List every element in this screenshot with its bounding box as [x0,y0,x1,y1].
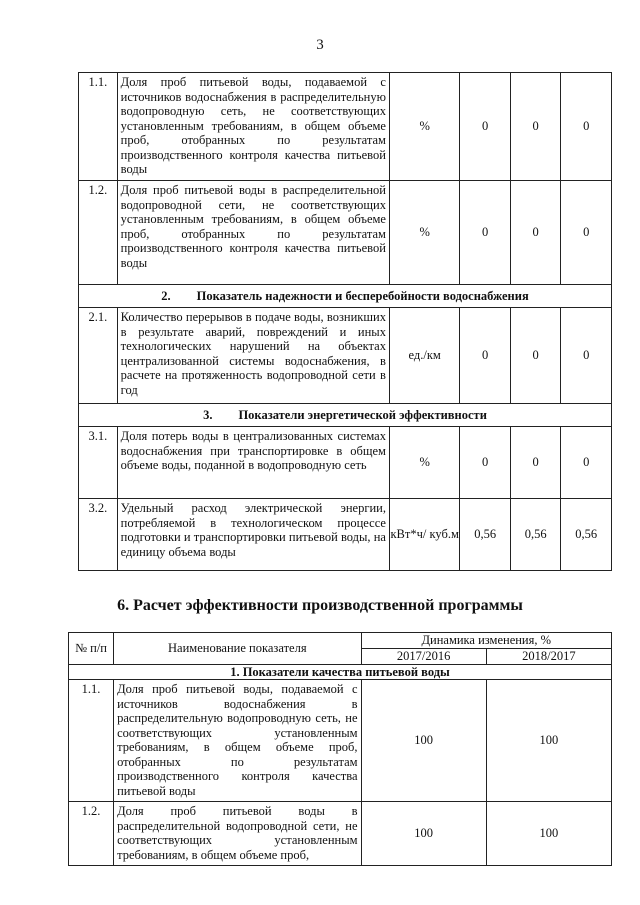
name-header: Наименование показателя [114,633,361,665]
value-cell: 0 [561,181,612,285]
table-row [79,499,612,571]
unit-cell: кВт*ч/ куб.м [389,499,459,571]
header-row [69,633,612,649]
table-row [69,680,612,802]
indicator-name: Удельный расход электрической энергии, потребляемой в технологическом процессе подготовки и транспортировки питьевой воды, на единицу объема воды [117,499,389,571]
indicator-name: Доля проб питьевой воды в распределительной водопроводной сети, не соответствующих установленным требованиям, в общем объеме проб, отобранных по результатам производственного контроля качества питьевой воды [117,181,389,285]
value-cell: 100 [486,680,611,802]
section-heading [79,285,612,308]
row-number: 1.1. [79,73,118,181]
row-number: 1.2. [79,181,118,285]
section-row [79,404,612,427]
value-cell: 0 [460,73,511,181]
section-number: 2. [161,288,171,303]
section-6-heading: 6. Расчет эффективности производственной программы [117,597,523,614]
indicator-name: Доля проб питьевой воды, подаваемой с источников водоснабжения в распределительную водопроводную сеть, не соответствующих установленным требованиям, в общем объеме проб, отобранных по результатам производственного контроля качества питьевой воды [114,680,361,802]
value-cell: 0 [561,73,612,181]
unit-cell: % [389,73,459,181]
row-number: 1.2. [69,802,114,866]
value-cell: 0 [460,308,511,404]
indicator-name: Количество перерывов в подаче воды, возникших в результате аварий, повреждений и иных технологических нарушений на объектах централизованной системы водоснабжения, в расчете на протяженность водопроводной сети в год [117,308,389,404]
table-row [79,308,612,404]
table-row [79,181,612,285]
table-row [79,427,612,499]
indicator-name: Доля проб питьевой воды, подаваемой с источников водоснабжения в распределительную водопроводную сеть, не соответствующих установленным требованиям, в общем объеме проб, отобранных по результатам производственного контроля качества питьевой воды [117,73,389,181]
value-cell: 0,56 [460,499,511,571]
unit-cell: % [389,427,459,499]
section-row [69,664,612,680]
value-cell: 0 [510,73,561,181]
group-heading: 1. Показатели качества питьевой воды [69,664,612,680]
row-number: 2.1. [79,308,118,404]
period-header: 2018/2017 [486,649,611,665]
value-cell: 100 [486,802,611,866]
indicator-name: Доля проб питьевой воды в распределительной водопроводной сети, не соответствующих установленным требованиям, в общем объеме проб, [114,802,361,866]
value-cell: 0 [561,427,612,499]
section-number: 3. [203,407,213,422]
unit-cell: % [389,181,459,285]
value-cell: 0 [510,427,561,499]
period-header: 2017/2016 [361,649,486,665]
section-heading [79,404,612,427]
section-title: Показатель надежности и бесперебойности водоснабжения [196,288,529,303]
section-row [79,285,612,308]
efficiency-table [68,632,612,866]
table-row [79,73,612,181]
value-cell: 0,56 [561,499,612,571]
value-cell: 100 [361,680,486,802]
section-title: Показатели энергетической эффективности [238,407,487,422]
dynamics-header: Динамика изменения, % [361,633,611,649]
value-cell: 0 [561,308,612,404]
value-cell: 0 [460,427,511,499]
page-number: 3 [316,37,324,53]
value-cell: 0 [460,181,511,285]
unit-cell: ед./км [389,308,459,404]
number-header: № п/п [69,633,114,665]
row-number: 3.2. [79,499,118,571]
table-row [69,802,612,866]
row-number: 3.1. [79,427,118,499]
value-cell: 0,56 [510,499,561,571]
row-number: 1.1. [69,680,114,802]
indicators-table [78,72,612,571]
value-cell: 0 [510,308,561,404]
value-cell: 0 [510,181,561,285]
value-cell: 100 [361,802,486,866]
indicator-name: Доля потерь воды в централизованных системах водоснабжения при транспортировке в общем объеме воды, поданной в водопроводную сеть [117,427,389,499]
